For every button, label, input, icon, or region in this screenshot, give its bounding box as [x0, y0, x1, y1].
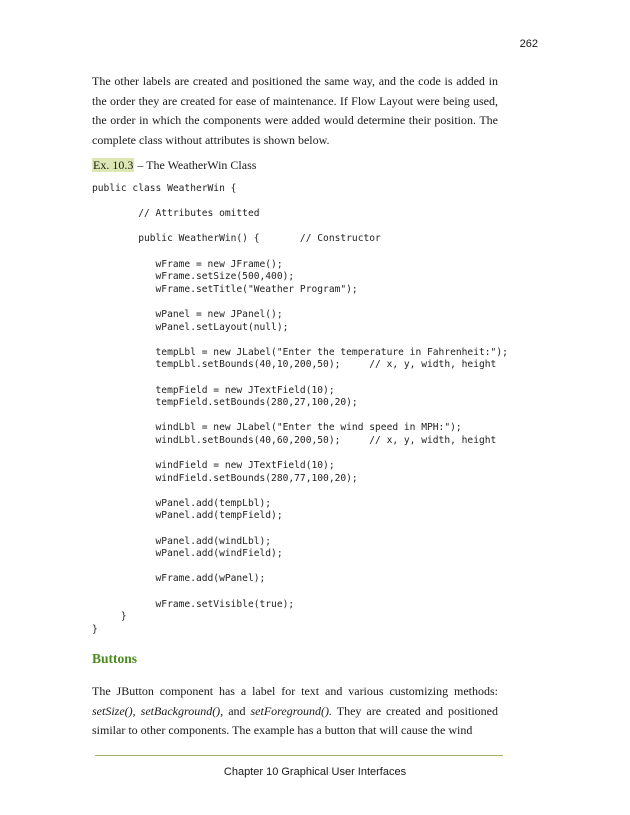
example-reference: Ex. 10.3: [93, 158, 134, 172]
code-line: tempLbl = new JLabel("Enter the temperature in Fahrenheit:");: [92, 346, 508, 358]
text-run: and: [223, 703, 251, 718]
code-line: [92, 410, 512, 423]
code-line: public class WeatherWin {: [92, 183, 237, 194]
text-run: The JButton component has a label for text and various customizing methods:: [92, 684, 498, 698]
code-line: wPanel = new JPanel();: [92, 308, 283, 320]
code-line: wFrame.setTitle("Weather Program");: [92, 283, 358, 295]
code-line: [92, 447, 512, 460]
code-line: }: [92, 611, 127, 623]
code-line: tempLbl.setBounds(40,10,200,50); // x, y, width, height: [92, 359, 497, 371]
body-paragraph-buttons: [92, 682, 498, 741]
code-line: wPanel.add(tempField);: [92, 510, 283, 522]
example-heading: [92, 156, 256, 174]
method-name: setForeground().: [250, 703, 332, 718]
example-title: – The WeatherWin Class: [134, 158, 257, 172]
code-line: wPanel.add(windLbl);: [92, 535, 272, 547]
method-names: setSize(), setBackground(),: [92, 703, 224, 718]
code-line: [92, 523, 512, 536]
code-line: wFrame.setSize(500,400);: [92, 271, 295, 283]
code-listing: [92, 183, 512, 636]
code-line: [92, 485, 512, 498]
footer-chapter-title: Chapter 10 Graphical User Interfaces: [223, 766, 407, 778]
code-line: windLbl = new JLabel("Enter the wind speed in MPH:");: [92, 422, 462, 434]
code-line: public WeatherWin() { // Constructor: [92, 233, 381, 245]
footer-rule: [95, 755, 503, 756]
code-line: windField = new JTextField(10);: [92, 460, 335, 472]
page-number: 262: [519, 38, 538, 50]
code-line: windField.setBounds(280,77,100,20);: [92, 472, 358, 484]
code-line: wPanel.setLayout(null);: [92, 321, 289, 333]
section-heading: Buttons: [92, 651, 138, 666]
code-line: tempField = new JTextField(10);: [92, 384, 335, 396]
code-line: [92, 296, 512, 309]
code-line: // Attributes omitted: [92, 208, 260, 220]
code-line: wPanel.add(tempLbl);: [92, 497, 272, 509]
code-line: [92, 246, 512, 259]
code-line: [92, 586, 512, 599]
code-line: [92, 334, 512, 347]
code-line: }: [92, 623, 98, 635]
code-line: [92, 196, 512, 209]
text-run: They are created and positioned similar to other components. The example has a button that will cause the wind: [92, 703, 498, 737]
code-line: tempField.setBounds(280,27,100,20);: [92, 397, 358, 409]
body-paragraph: The other labels are created and positioned the same way, and the code is added in the order they are created for ease of maintenance. If Flow Layout were being used, the order in which the components were added would determine their position. The complete class without attributes is shown below.: [92, 74, 498, 147]
code-line: wFrame.add(wPanel);: [92, 573, 266, 585]
code-line: wFrame.setVisible(true);: [92, 598, 295, 610]
code-line: windLbl.setBounds(40,60,200,50); // x, y, width, height: [92, 434, 497, 446]
code-line: wFrame = new JFrame();: [92, 258, 283, 270]
code-line: [92, 561, 512, 574]
code-line: [92, 221, 512, 234]
code-line: [92, 372, 512, 385]
code-line: wPanel.add(windField);: [92, 548, 283, 560]
